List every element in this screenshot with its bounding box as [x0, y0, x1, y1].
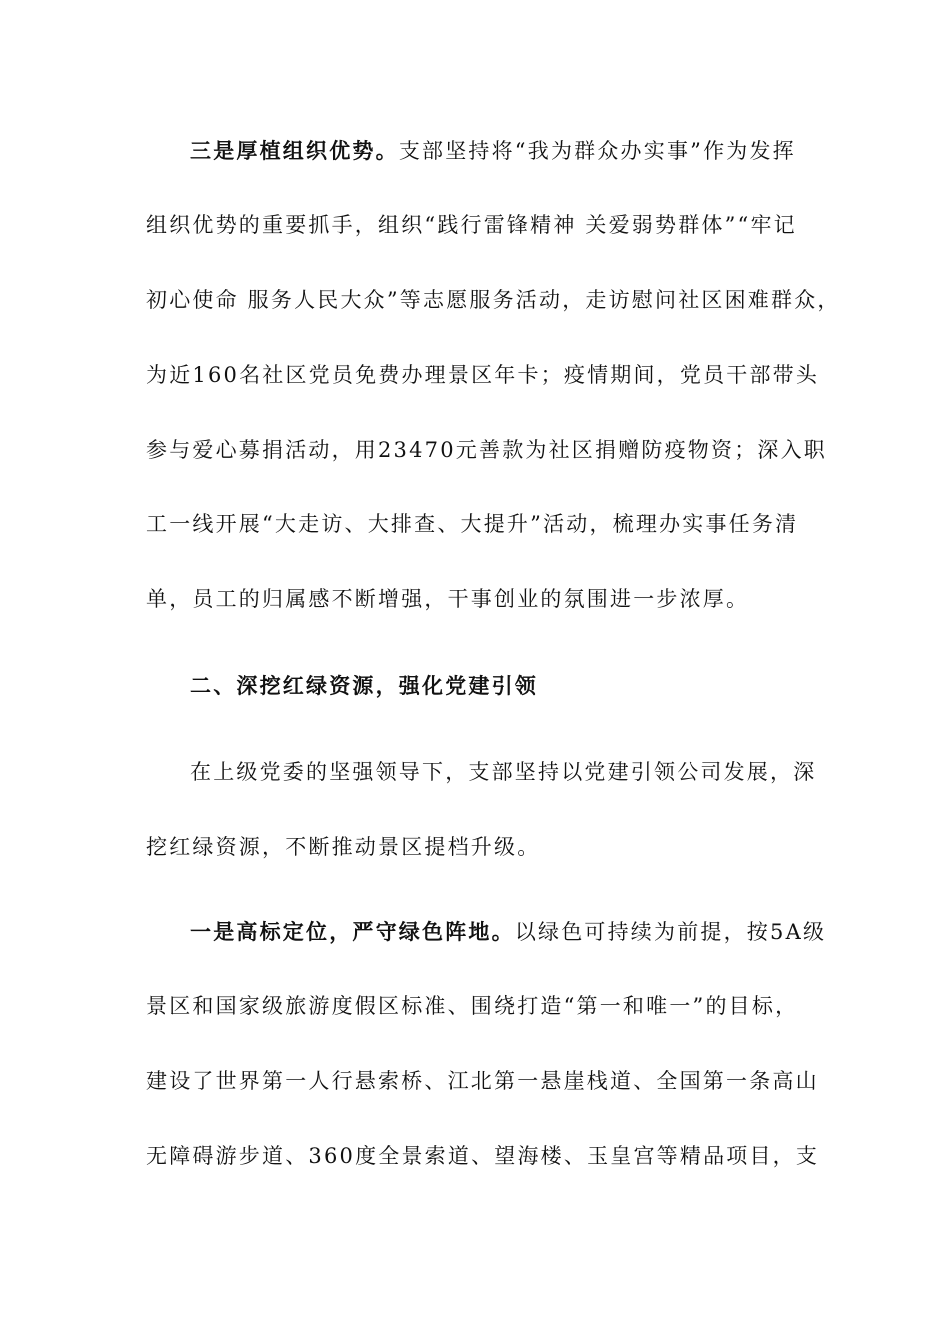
paragraph-1-line-4: 为近160名社区党员免费办理景区年卡；疫情期间，党员干部带头: [146, 363, 820, 387]
paragraph-3-line-2: 景区和国家级旅游度假区标准、围绕打造“第一和唯一”的目标，: [146, 994, 799, 1018]
paragraph-3-line-1: [190, 917, 826, 947]
paragraph-1-text: 支部坚持将“我为群众办实事”作为发挥: [398, 139, 796, 163]
paragraph-2-line-1: 在上级党委的坚强领导下，支部坚持以党建引领公司发展，深: [190, 760, 817, 784]
paragraph-1-lead: 三是厚植组织优势。: [190, 138, 399, 163]
section-heading: 二、深挖红绿资源，强化党建引领: [190, 673, 538, 698]
paragraph-2-line-2: 挖红绿资源，不断推动景区提档升级。: [146, 835, 541, 859]
paragraph-3-text: 以绿色可持续为前提，按5A级: [514, 920, 827, 944]
paragraph-1-line-3: 初心使命 服务人民大众”等志愿服务活动，走访慰问社区困难群众，: [146, 288, 841, 312]
paragraph-1-line-1: [190, 136, 796, 166]
paragraph-1-line-7: 单，员工的归属感不断增强，干事创业的氛围进一步浓厚。: [146, 587, 750, 611]
paragraph-3-line-4: 无障碍游步道、360度全景索道、望海楼、玉皇宫等精品项目，支: [146, 1144, 820, 1168]
paragraph-1-line-2: 组织优势的重要抓手，组织“践行雷锋精神 关爱弱势群体”“牢记: [146, 213, 797, 237]
paragraph-1-line-6: 工一线开展“大走访、大排查、大提升”活动，梳理办实事任务清: [146, 512, 799, 536]
paragraph-3-line-3: 建设了世界第一人行悬索桥、江北第一悬崖栈道、全国第一条高山: [146, 1069, 819, 1093]
paragraph-1-line-5: 参与爱心募捐活动，用23470元善款为社区捐赠防疫物资；深入职: [146, 438, 828, 462]
paragraph-3-lead: 一是高标定位，严守绿色阵地。: [190, 919, 515, 944]
